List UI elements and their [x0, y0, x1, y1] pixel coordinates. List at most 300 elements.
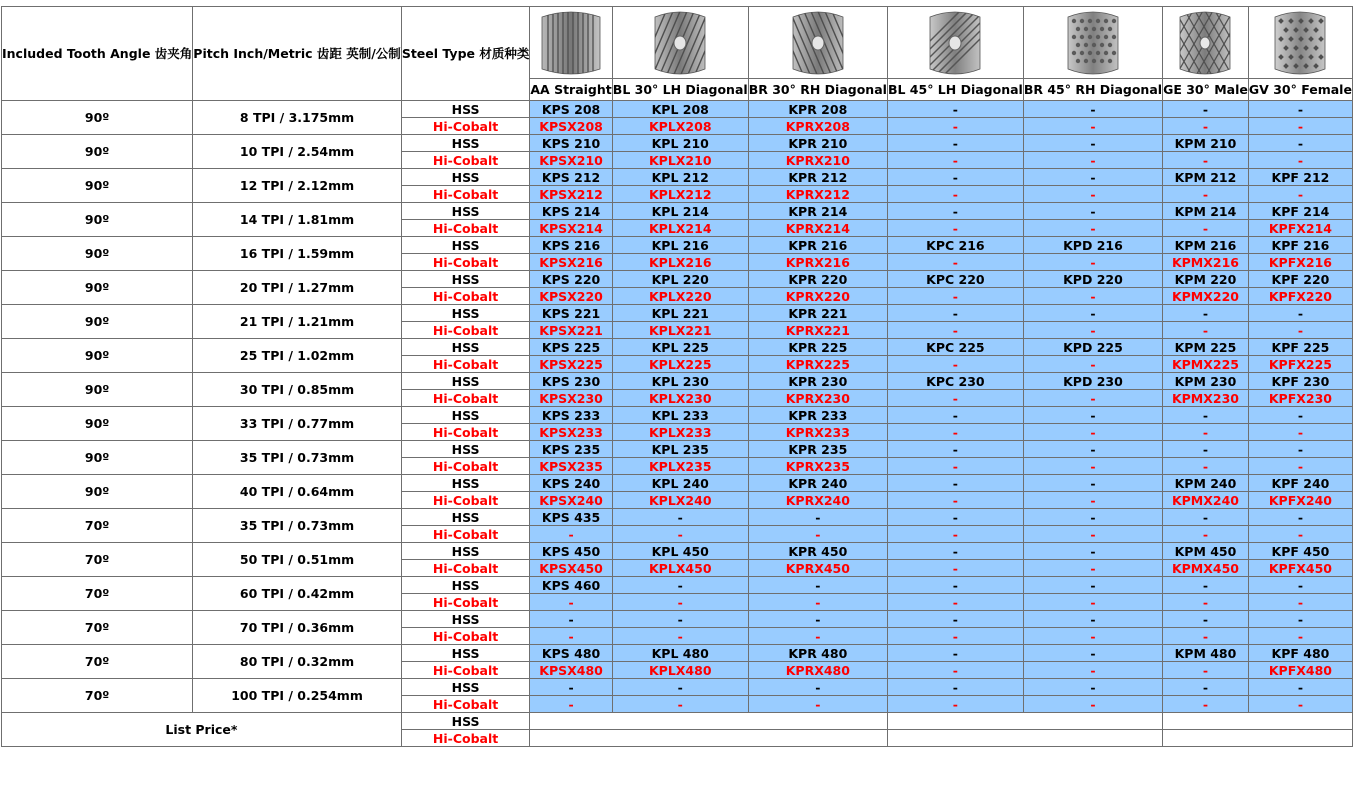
table-row	[2, 645, 1353, 662]
part-number-hss: -	[1248, 305, 1352, 322]
part-number-hi-cobalt: KPRX220	[748, 288, 887, 305]
part-number-hss: KPM 230	[1163, 373, 1249, 390]
part-number-hi-cobalt: -	[1023, 458, 1162, 475]
part-number-hi-cobalt: KPMX450	[1163, 560, 1249, 577]
part-number-hi-cobalt: KPLX480	[612, 662, 748, 679]
part-number-hi-cobalt: KPLX210	[612, 152, 748, 169]
table-row	[2, 305, 1353, 322]
part-number-hss: -	[1248, 577, 1352, 594]
part-number-hss: KPC 216	[887, 237, 1023, 254]
part-number-hss: KPR 233	[748, 407, 887, 424]
pitch-cell: 70 TPI / 0.36mm	[193, 611, 402, 645]
part-number-hss: -	[1163, 611, 1249, 628]
straight-knurl-image	[530, 7, 612, 79]
product-header-br-30-rh: BR 30° RH Diagonal	[748, 79, 887, 101]
part-number-hss: KPS 240	[530, 475, 612, 492]
part-number-hi-cobalt: KPSX216	[530, 254, 612, 271]
tooth-angle-cell: 90º	[2, 305, 193, 339]
tooth-angle-cell: 70º	[2, 577, 193, 611]
part-number-hi-cobalt: KPLX240	[612, 492, 748, 509]
part-number-hi-cobalt: KPLX235	[612, 458, 748, 475]
tooth-angle-cell: 90º	[2, 441, 193, 475]
part-number-hss: KPL 216	[612, 237, 748, 254]
part-number-hss: KPL 212	[612, 169, 748, 186]
steel-type-hi-cobalt: Hi-Cobalt	[401, 186, 530, 203]
part-number-hss: KPS 225	[530, 339, 612, 356]
part-number-hss: KPL 240	[612, 475, 748, 492]
tooth-angle-cell: 70º	[2, 645, 193, 679]
tooth-angle-cell: 70º	[2, 611, 193, 645]
part-number-hi-cobalt: -	[1248, 152, 1352, 169]
part-number-hss: KPR 220	[748, 271, 887, 288]
part-number-hi-cobalt: -	[612, 628, 748, 645]
tooth-angle-cell: 90º	[2, 339, 193, 373]
part-number-hss: -	[1023, 101, 1162, 118]
part-number-hss: KPD 220	[1023, 271, 1162, 288]
part-number-hss: -	[1023, 509, 1162, 526]
steel-type-hss: HSS	[401, 441, 530, 458]
steel-type-hi-cobalt: Hi-Cobalt	[401, 390, 530, 407]
part-number-hss: KPS 212	[530, 169, 612, 186]
part-number-hss: -	[887, 679, 1023, 696]
part-number-hi-cobalt: KPSX450	[530, 560, 612, 577]
part-number-hi-cobalt: KPSX240	[530, 492, 612, 509]
part-number-hi-cobalt: KPLX225	[612, 356, 748, 373]
part-number-hss: KPR 225	[748, 339, 887, 356]
lh-45-diagonal-knurl-wheel-icon	[922, 9, 988, 77]
part-number-hi-cobalt: -	[887, 152, 1023, 169]
pitch-cell: 50 TPI / 0.51mm	[193, 543, 402, 577]
tooth-angle-cell: 70º	[2, 543, 193, 577]
part-number-hi-cobalt: -	[1163, 424, 1249, 441]
pitch-cell: 20 TPI / 1.27mm	[193, 271, 402, 305]
steel-type-hss: HSS	[401, 543, 530, 560]
pitch-cell: 40 TPI / 0.64mm	[193, 475, 402, 509]
part-number-hi-cobalt: KPMX216	[1163, 254, 1249, 271]
part-number-hss: KPM 212	[1163, 169, 1249, 186]
part-number-hi-cobalt: KPRX216	[748, 254, 887, 271]
table-row	[2, 373, 1353, 390]
part-number-hi-cobalt: KPRX240	[748, 492, 887, 509]
part-number-hi-cobalt: KPRX230	[748, 390, 887, 407]
part-number-hi-cobalt: -	[748, 526, 887, 543]
part-number-hss: -	[1163, 509, 1249, 526]
part-number-hi-cobalt: -	[1023, 254, 1162, 271]
part-number-hss: KPM 240	[1163, 475, 1249, 492]
pitch-cell: 16 TPI / 1.59mm	[193, 237, 402, 271]
table-row	[2, 101, 1353, 118]
female-knurl-image	[1248, 7, 1352, 79]
part-number-hss: KPS 220	[530, 271, 612, 288]
part-number-hss: -	[1248, 441, 1352, 458]
part-number-hss: KPL 450	[612, 543, 748, 560]
part-number-hss: KPS 221	[530, 305, 612, 322]
tooth-angle-cell: 90º	[2, 237, 193, 271]
tooth-angle-cell: 70º	[2, 509, 193, 543]
table-row	[2, 611, 1353, 628]
straight-knurl-wheel-icon	[536, 9, 606, 77]
part-number-hi-cobalt: -	[530, 526, 612, 543]
pitch-cell: 12 TPI / 2.12mm	[193, 169, 402, 203]
part-number-hss: KPR 214	[748, 203, 887, 220]
part-number-hss: -	[887, 475, 1023, 492]
pitch-cell: 14 TPI / 1.81mm	[193, 203, 402, 237]
part-number-hss: KPL 233	[612, 407, 748, 424]
part-number-hi-cobalt: -	[1248, 118, 1352, 135]
pitch-cell: 10 TPI / 2.54mm	[193, 135, 402, 169]
rh-30-diagonal-knurl-image	[748, 7, 887, 79]
part-number-hi-cobalt: KPLX214	[612, 220, 748, 237]
part-number-hi-cobalt: KPRX450	[748, 560, 887, 577]
part-number-hss: -	[887, 441, 1023, 458]
part-number-hi-cobalt: -	[887, 526, 1023, 543]
table-row	[2, 441, 1353, 458]
table-row	[2, 237, 1353, 254]
part-number-hss: KPS 208	[530, 101, 612, 118]
part-number-hss: -	[887, 645, 1023, 662]
steel-type-hi-cobalt: Hi-Cobalt	[401, 696, 530, 713]
part-number-hss: -	[1023, 543, 1162, 560]
tooth-angle-cell: 90º	[2, 373, 193, 407]
steel-type-hi-cobalt: Hi-Cobalt	[401, 662, 530, 679]
part-number-hi-cobalt: KPFX450	[1248, 560, 1352, 577]
pitch-cell: 35 TPI / 0.73mm	[193, 509, 402, 543]
part-number-hi-cobalt: KPRX212	[748, 186, 887, 203]
product-header-aa-straight: AA Straight	[530, 79, 612, 101]
part-number-hi-cobalt: -	[887, 254, 1023, 271]
list-price-group-1	[530, 730, 888, 747]
part-number-hi-cobalt: -	[1023, 118, 1162, 135]
part-number-hss: -	[748, 679, 887, 696]
part-number-hi-cobalt: KPSX212	[530, 186, 612, 203]
part-number-hi-cobalt: -	[1023, 152, 1162, 169]
part-number-hss: KPM 210	[1163, 135, 1249, 152]
part-number-hss: KPR 210	[748, 135, 887, 152]
part-number-hss: KPD 230	[1023, 373, 1162, 390]
part-number-hss: -	[887, 407, 1023, 424]
steel-type-hss: HSS	[401, 679, 530, 696]
part-number-hi-cobalt: -	[612, 594, 748, 611]
part-number-hi-cobalt: KPMX230	[1163, 390, 1249, 407]
steel-type-hss: HSS	[401, 101, 530, 118]
pitch-cell: 80 TPI / 0.32mm	[193, 645, 402, 679]
part-number-hss: -	[1023, 407, 1162, 424]
table-row	[2, 407, 1353, 424]
part-number-hss: KPM 220	[1163, 271, 1249, 288]
part-number-hi-cobalt: -	[1163, 594, 1249, 611]
part-number-hi-cobalt: -	[887, 594, 1023, 611]
part-number-hi-cobalt: -	[1248, 424, 1352, 441]
list-price-group-3	[1163, 730, 1353, 747]
part-number-hi-cobalt: KPSX225	[530, 356, 612, 373]
steel-type-hi-cobalt: Hi-Cobalt	[401, 220, 530, 237]
pitch-cell: 21 TPI / 1.21mm	[193, 305, 402, 339]
part-number-hss: -	[887, 509, 1023, 526]
steel-type-hi-cobalt: Hi-Cobalt	[401, 560, 530, 577]
part-number-hi-cobalt: -	[1023, 288, 1162, 305]
part-number-hi-cobalt: KPRX480	[748, 662, 887, 679]
part-number-hi-cobalt: -	[1023, 492, 1162, 509]
part-number-hi-cobalt: KPLX450	[612, 560, 748, 577]
part-number-hss: -	[887, 543, 1023, 560]
table-row	[2, 543, 1353, 560]
part-number-hi-cobalt: -	[530, 696, 612, 713]
list-price-group-2	[887, 713, 1162, 730]
part-number-hi-cobalt: -	[887, 696, 1023, 713]
part-number-hss: -	[1163, 577, 1249, 594]
part-number-hss: KPL 480	[612, 645, 748, 662]
list-price-group-3	[1163, 713, 1353, 730]
part-number-hss: KPR 230	[748, 373, 887, 390]
part-number-hss: -	[748, 577, 887, 594]
part-number-hss: -	[887, 169, 1023, 186]
part-number-hi-cobalt: -	[1163, 526, 1249, 543]
part-number-hi-cobalt: -	[1163, 628, 1249, 645]
part-number-hi-cobalt: KPSX233	[530, 424, 612, 441]
part-number-hss: KPL 221	[612, 305, 748, 322]
pitch-cell: 35 TPI / 0.73mm	[193, 441, 402, 475]
part-number-hi-cobalt: KPSX480	[530, 662, 612, 679]
part-number-hss: KPR 216	[748, 237, 887, 254]
part-number-hss: KPL 210	[612, 135, 748, 152]
part-number-hi-cobalt: KPSX210	[530, 152, 612, 169]
part-number-hss: -	[1163, 441, 1249, 458]
part-number-hss: KPR 240	[748, 475, 887, 492]
part-number-hi-cobalt: KPMX240	[1163, 492, 1249, 509]
part-number-hss: KPC 230	[887, 373, 1023, 390]
part-number-hi-cobalt: -	[887, 662, 1023, 679]
part-number-hss: -	[1163, 305, 1249, 322]
part-number-hi-cobalt: -	[1023, 186, 1162, 203]
part-number-hss: KPF 214	[1248, 203, 1352, 220]
part-number-hss: -	[1163, 101, 1249, 118]
part-number-hi-cobalt: -	[1248, 526, 1352, 543]
table-row	[2, 169, 1353, 186]
steel-type-hi-cobalt: Hi-Cobalt	[401, 254, 530, 271]
part-number-hss: -	[887, 101, 1023, 118]
part-number-hss: -	[1248, 135, 1352, 152]
part-number-hi-cobalt: -	[887, 628, 1023, 645]
part-number-hi-cobalt: KPRX235	[748, 458, 887, 475]
part-number-hi-cobalt: -	[887, 356, 1023, 373]
product-header-ge-30-male: GE 30° Male	[1163, 79, 1249, 101]
part-number-hi-cobalt: -	[1023, 628, 1162, 645]
tooth-angle-cell: 90º	[2, 475, 193, 509]
table-row	[2, 577, 1353, 594]
steel-type-hss: HSS	[401, 271, 530, 288]
part-number-hss: -	[1023, 679, 1162, 696]
part-number-hi-cobalt: -	[748, 594, 887, 611]
part-number-hi-cobalt: -	[887, 492, 1023, 509]
part-number-hss: -	[1163, 407, 1249, 424]
part-number-hi-cobalt: KPLX212	[612, 186, 748, 203]
part-number-hss: -	[612, 679, 748, 696]
steel-type-hi-cobalt: Hi-Cobalt	[401, 458, 530, 475]
table-row	[2, 475, 1353, 492]
part-number-hss: -	[1023, 611, 1162, 628]
tooth-angle-cell: 70º	[2, 679, 193, 713]
part-number-hss: KPL 230	[612, 373, 748, 390]
lh-30-diagonal-knurl-wheel-icon	[647, 9, 713, 77]
steel-type-hi-cobalt: Hi-Cobalt	[401, 118, 530, 135]
list-price-row	[2, 713, 1353, 730]
part-number-hss: KPF 220	[1248, 271, 1352, 288]
part-number-hi-cobalt: -	[1248, 594, 1352, 611]
part-number-hss: -	[1023, 169, 1162, 186]
part-number-hss: -	[887, 135, 1023, 152]
lh-45-diagonal-knurl-image	[887, 7, 1023, 79]
part-number-hss: -	[1023, 645, 1162, 662]
part-number-hss: KPM 450	[1163, 543, 1249, 560]
part-number-hss: KPF 480	[1248, 645, 1352, 662]
part-number-hi-cobalt: -	[612, 696, 748, 713]
table-row	[2, 509, 1353, 526]
tooth-angle-cell: 90º	[2, 101, 193, 135]
part-number-hss: KPS 216	[530, 237, 612, 254]
list-price-label: List Price*	[2, 713, 402, 747]
part-number-hss: KPF 225	[1248, 339, 1352, 356]
part-number-hi-cobalt: -	[1023, 662, 1162, 679]
steel-type-hi-cobalt: Hi-Cobalt	[401, 492, 530, 509]
male-knurl-image	[1163, 7, 1249, 79]
part-number-hss: KPF 450	[1248, 543, 1352, 560]
part-number-hi-cobalt: -	[1023, 390, 1162, 407]
steel-type-hss: HSS	[401, 373, 530, 390]
part-number-hss: KPS 435	[530, 509, 612, 526]
part-number-hss: KPM 216	[1163, 237, 1249, 254]
steel-type-hi-cobalt: Hi-Cobalt	[401, 322, 530, 339]
part-number-hss: KPS 460	[530, 577, 612, 594]
part-number-hss: -	[1248, 407, 1352, 424]
part-number-hi-cobalt: -	[887, 390, 1023, 407]
part-number-hss: KPS 235	[530, 441, 612, 458]
part-number-hi-cobalt: -	[530, 594, 612, 611]
tooth-angle-cell: 90º	[2, 169, 193, 203]
part-number-hss: KPR 480	[748, 645, 887, 662]
part-number-hi-cobalt: KPSX230	[530, 390, 612, 407]
part-number-hss: KPR 221	[748, 305, 887, 322]
tooth-angle-cell: 90º	[2, 203, 193, 237]
header-image-row	[2, 7, 1353, 79]
part-number-hi-cobalt: -	[1248, 458, 1352, 475]
pitch-header: Pitch Inch/Metric 齿距 英制/公制	[193, 7, 402, 101]
part-number-hss: KPL 208	[612, 101, 748, 118]
part-number-hi-cobalt: -	[1248, 186, 1352, 203]
part-number-hss: KPS 230	[530, 373, 612, 390]
steel-type-hss: HSS	[401, 611, 530, 628]
part-number-hi-cobalt: -	[612, 526, 748, 543]
steel-type-hi-cobalt: Hi-Cobalt	[401, 424, 530, 441]
part-number-hss: -	[1023, 305, 1162, 322]
part-number-hss: KPL 235	[612, 441, 748, 458]
steel-type-hss: HSS	[401, 407, 530, 424]
part-number-hss: KPL 225	[612, 339, 748, 356]
part-number-hi-cobalt: KPMX220	[1163, 288, 1249, 305]
male-diamond-knurl-wheel-icon	[1174, 9, 1236, 77]
table-row	[2, 339, 1353, 356]
part-number-hi-cobalt: KPFX230	[1248, 390, 1352, 407]
part-number-hss: KPR 450	[748, 543, 887, 560]
part-number-hi-cobalt: -	[887, 458, 1023, 475]
part-number-hi-cobalt: -	[1163, 662, 1249, 679]
part-number-hss: KPD 216	[1023, 237, 1162, 254]
knurl-catalog-table	[1, 6, 1353, 747]
part-number-hss: KPC 225	[887, 339, 1023, 356]
steel-type-hi-cobalt: Hi-Cobalt	[401, 730, 530, 747]
part-number-hi-cobalt: -	[1023, 594, 1162, 611]
steel-type-hss: HSS	[401, 169, 530, 186]
steel-type-hss: HSS	[401, 577, 530, 594]
part-number-hi-cobalt: -	[1023, 696, 1162, 713]
part-number-hi-cobalt: -	[1163, 220, 1249, 237]
tooth-angle-cell: 90º	[2, 135, 193, 169]
part-number-hss: -	[1023, 475, 1162, 492]
part-number-hss: KPR 212	[748, 169, 887, 186]
part-number-hi-cobalt: KPFX220	[1248, 288, 1352, 305]
part-number-hss: KPM 225	[1163, 339, 1249, 356]
part-number-hss: -	[1163, 679, 1249, 696]
part-number-hss: KPS 480	[530, 645, 612, 662]
part-number-hi-cobalt: KPLX233	[612, 424, 748, 441]
steel-type-hss: HSS	[401, 645, 530, 662]
part-number-hss: -	[530, 611, 612, 628]
part-number-hi-cobalt: -	[748, 628, 887, 645]
steel-type-header: Steel Type 材质种类	[401, 7, 530, 101]
part-number-hi-cobalt: KPSX220	[530, 288, 612, 305]
part-number-hi-cobalt: KPFX225	[1248, 356, 1352, 373]
part-number-hss: -	[1248, 679, 1352, 696]
pitch-cell: 30 TPI / 0.85mm	[193, 373, 402, 407]
part-number-hi-cobalt: -	[1163, 696, 1249, 713]
part-number-hi-cobalt: KPRX210	[748, 152, 887, 169]
part-number-hi-cobalt: KPSX208	[530, 118, 612, 135]
part-number-hi-cobalt: -	[530, 628, 612, 645]
part-number-hss: KPL 214	[612, 203, 748, 220]
lh-30-diagonal-knurl-image	[612, 7, 748, 79]
pitch-cell: 60 TPI / 0.42mm	[193, 577, 402, 611]
part-number-hi-cobalt: -	[748, 696, 887, 713]
part-number-hi-cobalt: KPRX233	[748, 424, 887, 441]
part-number-hi-cobalt: -	[1023, 560, 1162, 577]
part-number-hi-cobalt: KPFX216	[1248, 254, 1352, 271]
part-number-hi-cobalt: KPFX480	[1248, 662, 1352, 679]
part-number-hi-cobalt: KPLX230	[612, 390, 748, 407]
table-row	[2, 203, 1353, 220]
part-number-hss: -	[887, 203, 1023, 220]
steel-type-hss: HSS	[401, 305, 530, 322]
part-number-hss: KPS 214	[530, 203, 612, 220]
part-number-hi-cobalt: -	[887, 560, 1023, 577]
part-number-hss: -	[1023, 441, 1162, 458]
part-number-hss: KPD 225	[1023, 339, 1162, 356]
part-number-hss: KPF 216	[1248, 237, 1352, 254]
table-row	[2, 679, 1353, 696]
steel-type-hss: HSS	[401, 203, 530, 220]
pitch-cell: 33 TPI / 0.77mm	[193, 407, 402, 441]
part-number-hi-cobalt: KPMX225	[1163, 356, 1249, 373]
part-number-hi-cobalt: -	[1163, 152, 1249, 169]
part-number-hss: -	[1023, 577, 1162, 594]
part-number-hss: -	[1023, 135, 1162, 152]
part-number-hss: KPS 450	[530, 543, 612, 560]
steel-type-hi-cobalt: Hi-Cobalt	[401, 356, 530, 373]
part-number-hi-cobalt: KPRX221	[748, 322, 887, 339]
part-number-hi-cobalt: -	[887, 322, 1023, 339]
steel-type-hss: HSS	[401, 135, 530, 152]
steel-type-hi-cobalt: Hi-Cobalt	[401, 594, 530, 611]
list-price-group-1	[530, 713, 888, 730]
part-number-hi-cobalt: -	[887, 424, 1023, 441]
